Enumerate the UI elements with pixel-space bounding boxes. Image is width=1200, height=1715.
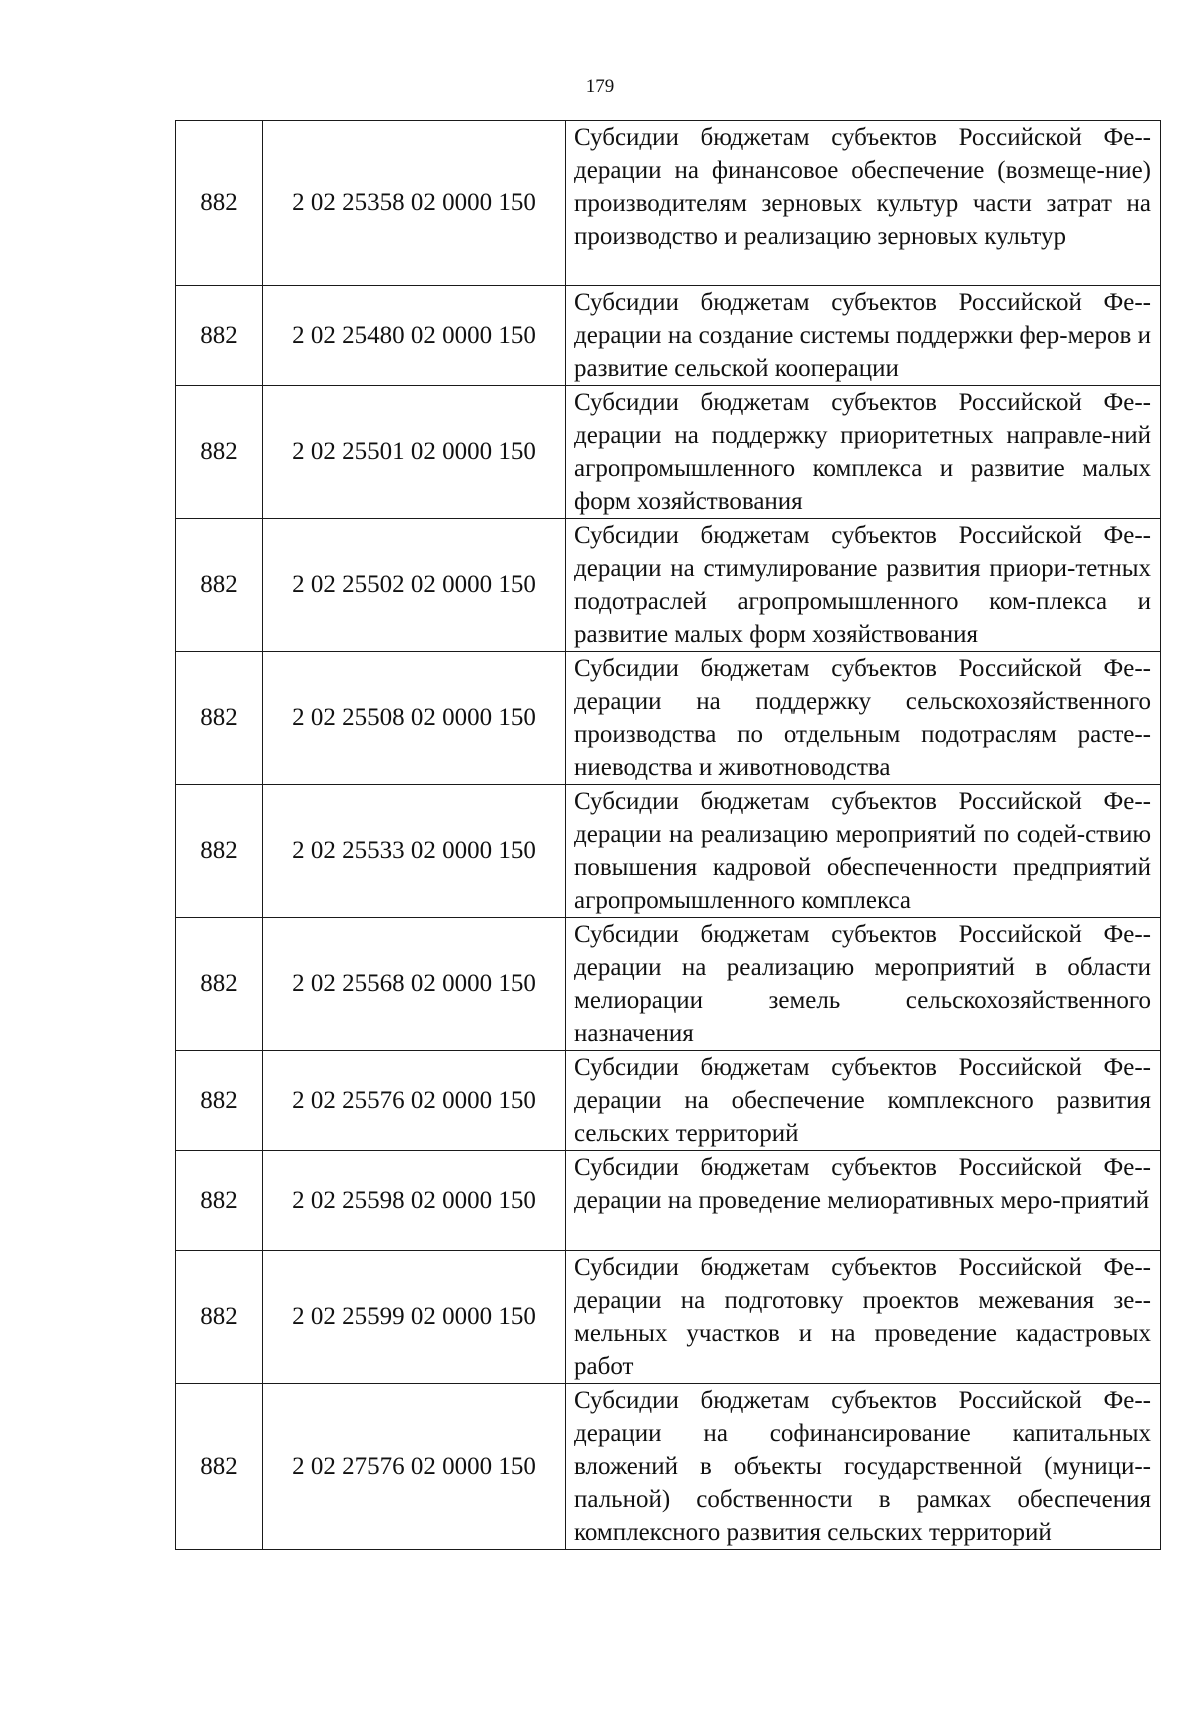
table-row xyxy=(176,785,1161,918)
budget-code-cell: 2 02 25533 02 0000 150 xyxy=(263,785,566,918)
description-cell xyxy=(566,1151,1161,1251)
description-text: Субсидии бюджетам субъектов Российской Фе-дерации на финансовое обеспечение (возмеще-ние) производителям зерновых культур части затрат на производство и реализацию зерновых культур xyxy=(574,124,1151,250)
budget-code-cell: 2 02 27576 02 0000 150 xyxy=(263,1384,566,1550)
budget-code-cell: 2 02 25576 02 0000 150 xyxy=(263,1051,566,1151)
budget-code-cell: 2 02 25568 02 0000 150 xyxy=(263,918,566,1051)
budget-code-cell: 2 02 25599 02 0000 150 xyxy=(263,1251,566,1384)
table-row xyxy=(176,519,1161,652)
description-text: Субсидии бюджетам субъектов Российской Фе-дерации на обеспечение комплексного развития сельских территорий xyxy=(574,1054,1151,1147)
budget-code-cell: 2 02 25358 02 0000 150 xyxy=(263,121,566,286)
page-number: 179 xyxy=(585,76,615,97)
admin-code-cell: 882 xyxy=(176,1384,263,1550)
admin-code-cell: 882 xyxy=(176,121,263,286)
admin-code-cell: 882 xyxy=(176,386,263,519)
description-cell xyxy=(566,1251,1161,1384)
admin-code-cell: 882 xyxy=(176,1151,263,1251)
admin-code-cell: 882 xyxy=(176,785,263,918)
description-cell xyxy=(566,918,1161,1051)
admin-code-cell: 882 xyxy=(176,652,263,785)
description-cell xyxy=(566,519,1161,652)
table-row xyxy=(176,386,1161,519)
description-cell xyxy=(566,386,1161,519)
description-text: Субсидии бюджетам субъектов Российской Фе-дерации на проведение мелиоративных меро-приятий xyxy=(574,1154,1151,1214)
description-cell xyxy=(566,1384,1161,1550)
table-row xyxy=(176,1251,1161,1384)
budget-code-cell: 2 02 25502 02 0000 150 xyxy=(263,519,566,652)
description-cell xyxy=(566,785,1161,918)
description-text: Субсидии бюджетам субъектов Российской Фе-дерации на реализацию мероприятий по содей-ствию повышения кадровой обеспеченности предприятий агропромышленного комплекса xyxy=(574,788,1151,914)
admin-code-cell: 882 xyxy=(176,1251,263,1384)
description-cell xyxy=(566,121,1161,286)
description-text: Субсидии бюджетам субъектов Российской Фе-дерации на поддержку сельскохозяйственного производства по отдельным подотраслям расте-ниеводства и животноводства xyxy=(574,655,1151,781)
table-row xyxy=(176,286,1161,386)
admin-code-cell: 882 xyxy=(176,519,263,652)
description-text: Субсидии бюджетам субъектов Российской Фе-дерации на софинансирование капитальных вложений в объекты государственной (муници-пальной) собственности в рамках обеспечения комплексного развития сельских территорий xyxy=(574,1387,1151,1546)
table-row xyxy=(176,652,1161,785)
description-text: Субсидии бюджетам субъектов Российской Фе-дерации на реализацию мероприятий в области мелиорации земель сельскохозяйственного назначения xyxy=(574,921,1151,1047)
admin-code-cell: 882 xyxy=(176,918,263,1051)
budget-classification-table xyxy=(175,120,1161,1550)
admin-code-cell: 882 xyxy=(176,1051,263,1151)
description-text: Субсидии бюджетам субъектов Российской Фе-дерации на поддержку приоритетных направле-ний агропромышленного комплекса и развитие малых форм хозяйствования xyxy=(574,389,1151,515)
budget-code-cell: 2 02 25501 02 0000 150 xyxy=(263,386,566,519)
table-row xyxy=(176,1051,1161,1151)
budget-code-cell: 2 02 25598 02 0000 150 xyxy=(263,1151,566,1251)
table-row xyxy=(176,918,1161,1051)
table-row xyxy=(176,121,1161,286)
description-text: Субсидии бюджетам субъектов Российской Фе-дерации на подготовку проектов межевания зе-мельных участков и на проведение кадастровых работ xyxy=(574,1254,1151,1380)
budget-code-cell: 2 02 25508 02 0000 150 xyxy=(263,652,566,785)
description-text: Субсидии бюджетам субъектов Российской Фе-дерации на стимулирование развития приори-тетных подотраслей агропромышленного ком-плекса и развитие малых форм хозяйствования xyxy=(574,522,1151,648)
table-row xyxy=(176,1384,1161,1550)
description-cell xyxy=(566,286,1161,386)
admin-code-cell: 882 xyxy=(176,286,263,386)
description-cell xyxy=(566,1051,1161,1151)
budget-code-cell: 2 02 25480 02 0000 150 xyxy=(263,286,566,386)
table-row xyxy=(176,1151,1161,1251)
description-cell xyxy=(566,652,1161,785)
description-text: Субсидии бюджетам субъектов Российской Фе-дерации на создание системы поддержки фер-меров и развитие сельской кооперации xyxy=(574,289,1151,382)
